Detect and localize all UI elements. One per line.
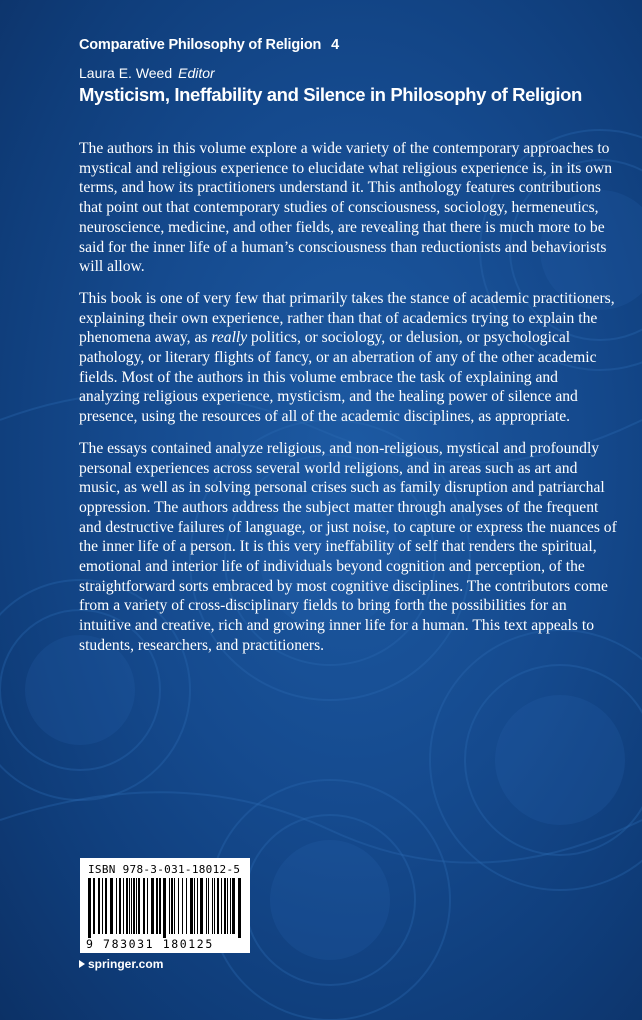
barcode-bar [200,878,203,934]
barcode-bar [232,878,235,934]
barcode-bar [212,878,213,934]
barcode-bar [221,878,222,934]
barcode-bar [136,878,137,934]
barcode-bar [174,878,175,934]
barcode-bar [178,878,179,934]
barcode-bar [138,878,140,934]
series-title [79,37,339,53]
barcode-bar [102,878,103,934]
blurb-p2-text-before: This book is one of very few that primarily takes the stance of academic practitioners, explaining their own experience, rather than that of academics trying to explain the phenomena away, as [79,289,615,347]
ean-digits: 9 783031 180125 [86,937,214,951]
publisher-url: springer.com [88,957,164,971]
barcode-bar [217,878,219,934]
barcode-bar [143,878,145,934]
barcode-bar [163,878,166,938]
barcode-bar [171,878,173,934]
barcode-bar [214,878,215,934]
editor-line [79,65,215,81]
barcode-bar [227,878,228,934]
barcode-bar [93,878,95,934]
barcode-bar [151,878,154,934]
publisher-link[interactable] [79,957,163,971]
barcode-bar [206,878,207,934]
barcode-bar [123,878,124,934]
blurb-p2-text-after: politics, or sociology, or delusion, or psychological pathology, or literary flights of fancy, or an aberration of any of the other academic fields. Most of the authors in this volume embrace the task of explaining and analyzing religious experience, mysticism, and the healing power of silence and presence, using the resources of all of the academic disciplines, as appropriate. [79,329,597,426]
barcode-bar [238,878,241,938]
blurb-paragraph-3: The essays contained analyze religious, and non-religious, mystical and profoundly personal experiences across several world religions, and in areas such as art and music, as well as in solving personal crises such as family disruption and patriarchal oppression. The authors address the subject matter through analyses of the frequent and destructive failures of language, or just noise, to capture or express the nuances of the inner life of a person. It is this very ineffability of self that renders the spiritual, emotional and interior life of individuals beyond cognition and perception, of the straightforward sorts embraced by most cognitive disciplines. The contributors come from a variety of cross-disciplinary fields to bring forth the possibilities for an intuitive and creative, rich and growing inner life for a human. This text appeals to students, researchers, and practitioners. [79,439,617,654]
barcode-bar [182,878,183,934]
barcode-bar [190,878,193,934]
barcode-bar [98,878,100,934]
series-name: Comparative Philosophy of Religion [79,37,322,53]
barcode-bar [186,878,187,934]
barcode-bar [88,878,91,938]
barcode-bar [133,878,135,934]
barcode-bar [119,878,121,934]
editor-role: Editor [178,65,215,81]
barcode-bar [159,878,161,934]
series-number: 4 [331,37,340,53]
editor-name: Laura E. Weed [79,65,173,81]
barcode-bar [116,878,117,934]
back-cover-blurb [79,139,620,668]
barcode-bar [131,878,132,934]
blurb-paragraph-2 [79,289,620,427]
barcode-bar [147,878,148,934]
barcode-box [80,858,250,953]
barcode-bar [230,878,231,934]
barcode-bar [197,878,198,934]
barcode-bar [105,878,107,934]
barcode-bar [110,878,113,934]
barcode-bar [194,878,195,934]
barcode-bar [224,878,226,934]
triangle-arrow-icon [79,960,85,968]
barcode-bar [129,878,130,934]
barcode-bar [169,878,170,934]
barcode-bar [208,878,209,934]
blurb-p2-emphasis: really [211,329,248,347]
isbn-label: ISBN 978-3-031-18012-5 [88,863,241,876]
blurb-paragraph-1: The authors in this volume explore a wide variety of the contemporary approaches to mystical and religious experience to elucidate what religious experience is, in its own terms, and how its practitioners understand it. This anthology features contributions that point out that contemporary studies of consciousness, sociology, hermeneutics, neuroscience, medicine, and other fields, are revealing that there is much more to be said for the inner life of a human’s consciousness than reductionists and behaviorists will allow. [79,140,613,276]
barcode-bar [156,878,158,934]
barcode-bar [126,878,128,934]
book-title: Mysticism, Ineffability and Silence in Philosophy of Religion [79,84,582,105]
barcode-bars [86,878,244,938]
